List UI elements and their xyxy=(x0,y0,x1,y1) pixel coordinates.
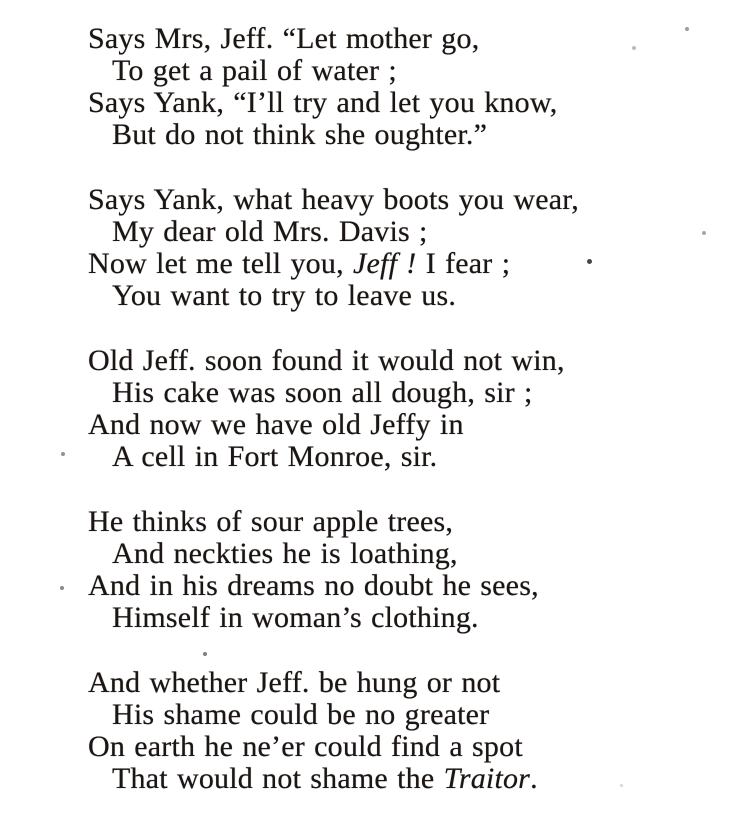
poem-line xyxy=(88,667,579,699)
scan-speck xyxy=(587,259,592,264)
poem-line xyxy=(88,87,579,119)
poem-line xyxy=(88,506,579,538)
poem-italic-text: Traitor xyxy=(443,762,531,795)
poem-text: My dear old Mrs. Davis ; xyxy=(112,215,428,248)
poem-text: Old Jeff. soon found it would not win, xyxy=(88,344,565,377)
poem-line xyxy=(88,377,579,409)
stanza xyxy=(88,184,579,312)
scan-speck xyxy=(620,784,623,787)
poem-line xyxy=(88,216,579,248)
poem-text: And now we have old Jeffy in xyxy=(88,408,464,441)
poem-text: His shame could be no greater xyxy=(112,698,490,731)
stanza xyxy=(88,23,579,151)
scan-speck xyxy=(60,586,64,590)
poem-text: And whether Jeff. be hung or not xyxy=(88,666,501,699)
poem-text: Now let me tell you, xyxy=(88,247,353,280)
poem-text: That would not shame the xyxy=(112,762,444,795)
poem-text: And neckties he is loathing, xyxy=(112,537,458,570)
scan-speck xyxy=(702,231,706,235)
poem-line xyxy=(88,248,579,280)
poem-line xyxy=(88,441,579,473)
poem-text: To get a pail of water ; xyxy=(112,54,397,87)
poem-text: On earth he ne’er could find a spot xyxy=(88,730,523,763)
poem-line xyxy=(88,345,579,377)
poem-line xyxy=(88,184,579,216)
poem-line xyxy=(88,280,579,312)
stanza xyxy=(88,345,579,473)
poem-line xyxy=(88,699,579,731)
poem-line xyxy=(88,763,579,795)
poem-line xyxy=(88,23,579,55)
poem-text: You want to try to leave us. xyxy=(112,279,457,312)
poem-line xyxy=(88,538,579,570)
poem xyxy=(88,23,579,822)
poem-text: And in his dreams no doubt he sees, xyxy=(88,569,539,602)
scan-speck xyxy=(632,46,636,50)
poem-line xyxy=(88,602,579,634)
poem-text: He thinks of sour apple trees, xyxy=(88,505,454,538)
stanza xyxy=(88,667,579,795)
poem-line xyxy=(88,570,579,602)
poem-line xyxy=(88,731,579,763)
poem-text: His cake was soon all dough, sir ; xyxy=(112,376,533,409)
scan-speck xyxy=(203,652,207,656)
poem-text: Says Yank, what heavy boots you wear, xyxy=(88,183,579,216)
poem-text: Says Yank, “I’ll try and let you know, xyxy=(88,86,558,119)
poem-line xyxy=(88,55,579,87)
stanza xyxy=(88,506,579,634)
poem-text: Says Mrs, Jeff. “Let mother go, xyxy=(88,22,480,55)
poem-text: I fear ; xyxy=(416,247,511,280)
poem-line xyxy=(88,119,579,151)
scan-speck xyxy=(61,452,65,456)
scan-speck xyxy=(685,27,689,31)
poem-line xyxy=(88,409,579,441)
poem-text: . xyxy=(530,762,538,795)
poem-text: A cell in Fort Monroe, sir. xyxy=(112,440,438,473)
poem-text: Himself in woman’s clothing. xyxy=(112,601,479,634)
poem-text: But do not think she oughter.” xyxy=(112,118,488,151)
poem-italic-text: Jeff ! xyxy=(353,247,417,280)
